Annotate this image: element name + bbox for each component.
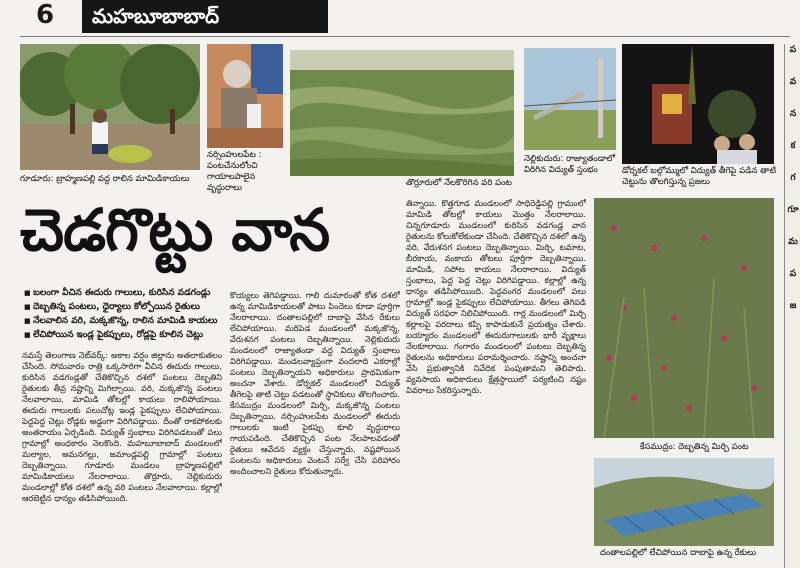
edge-fragment: మ: [788, 237, 798, 247]
edge-fragment: క: [790, 141, 796, 151]
photo-fallen-pole: [524, 48, 616, 150]
article-body-col2: కొయ్యలు తెగిపడ్డాయి. గాలి దుమారంతో కోత దశలో ఉన్న మామిడికాయలతో పాటు పిందెలు కూడా పూర్తిగా నేలరాలాయి. దంతాలపల్లిలో దాబాపై వేసిన రేకులు లేచిపోయాయి. మరిపెడ మండలంలో మక్కజొన్న, వేరుశనగ పంటలు దెబ్బతిన్నాయి. నెల్లికుదురు మండలంలో రాజ్యాతండా వద్ద విద్యుత్ స్తంభాలు విరిగిపడ్డాయి. మండలవ్యాప్తంగా వందలాది ఎకరాల్లో పంటలు దెబ్బతిన్నాయని అధికారులు ప్రాథమికంగా అంచనా వేశారు. డోర్నకల్ మండలంలో విద్యుత్ తీగెలపై తాటి చెట్టు పడటంతో స్థానికులు తొలగించారు. కేసముద్రం మండలంలో మిర్చి, మక్కజొన్న పంటలు దెబ్బతిన్నాయి. నర్సింహులపేట మండలంలో ఈదురు గాలులకు ఇంటి పైకప్పు కూలి వృద్ధురాలు గాయపడింది. చేతికొచ్చిన పంట నేలపాలవడంతో రైతులు ఆవేదన వ్యక్తం చేస్తున్నారు. నష్టపోయిన పంటలను అధికారులు వెంటనే సర్వే చేసి పరిహారం అందించాలని రైతులు కోరుతున్నారు.: [230, 290, 400, 476]
edge-fragment: గ: [790, 173, 796, 183]
caption-chilli-field: కేసముద్రం: దెబ్బతిన్న మిర్చి పంట: [640, 442, 749, 452]
edge-fragment: న: [789, 109, 797, 119]
caption-shed-roof: దంతాలపల్లిలో లేచిపోయిన దాబాపై ఉన్న రేకులు: [600, 548, 756, 558]
article-body-col3: తిన్నాయి. కొత్తగూడ మండలంలో సాధిరెడ్డిపల్లి గ్రామంలో మామిడి తోటల్లో కాయలు మొత్తం నేలరాలాయి. చిన్నగూడూరు మండలంలో కురిసిన వడగండ్ల వాన రైతులను కోలుకోలేకుండా చేసింది. చేతికొచ్చిన దశలో ఉన్న వరి, వేరుశనగ పంటలు దెబ్బతిన్నాయి. మిర్చి, టమాట, బీరకాయ, వంకాయ తోటలు పూర్తిగా దెబ్బతిన్నాయి. మామిడి, సపోట కాయలు నేలరాలాయి. విద్యుత్ స్తంభాలు, పెద్ద పెద్ద చెట్లు విరిగిపడ్డాయి. కల్లాల్లో ఉన్న ధాన్యం తడిసిపోయింది. పెద్దవంగర మండలంలో పలు గ్రామాల్లో ఇండ్ల పైకప్పులు లేచిపోయాయి. తీగలు తెగిపడి విద్యుత్ సరఫరా నిలిచిపోయింది. గార్ల మండలంలో మిర్చి కల్లాలపై పరదాలు కప్పి కాపాడుకునే ప్రయత్నం చేశారు. బయ్యారం మండలంలో ఈదురుగాలులకు భారీ వృక్షాలు నేలకూలాయి. గంగారం మండలంలో పంటలు దెబ్బతిన్న రైతులను అధికారులు పరామర్శించారు. నష్టాన్ని అంచనా వేసి ప్రభుత్వానికి నివేదిక పంపుతామని తెలిపారు. వ్యవసాయ అధికారులు క్షేత్రస్థాయిలో పర్యటించి నష్టం వివరాలు సేకరిస్తున్నారు.: [406, 198, 586, 395]
header-rule: [20, 36, 790, 37]
section-banner: మహబూబాబాద్: [82, 0, 328, 33]
article-headline: చెడగొట్టు వాన: [20, 196, 330, 264]
photo-night-tree: [622, 44, 774, 164]
edge-fragment: ప: [789, 45, 797, 55]
edge-fragment: ప: [789, 269, 797, 279]
masthead: [0, 0, 800, 34]
edge-fragment: జ: [789, 301, 797, 311]
photo-mango-grove: [20, 44, 200, 170]
bullet-item: ■ దెబ్బతిన్న పంటలు, ధైర్యాలు కోల్పోయిన రైతులు: [24, 300, 224, 314]
bullet-item: ■ నేలవాలిన వరి, మక్కజొన్న, రాలిన మామిడి కాయలు: [24, 314, 224, 328]
edge-fragment: వ: [789, 77, 797, 87]
page-number: 6: [36, 0, 55, 30]
bullet-item: ■ బలంగా వీచిన ఈదురు గాలులు, కురిసిన వడగండ్లు: [24, 286, 224, 300]
photo-elderly-woman: [207, 44, 283, 148]
bullet-item: ■ లేచిపోయిన ఇండ్ల పైకప్పులు, రోడ్లపై కూలిన చెట్లు: [24, 328, 224, 342]
caption-mango-grove: గూడూరు: బ్రాహ్మణపల్లి వద్ద రాలిన మామిడికాయలు: [20, 174, 190, 184]
caption-elderly-woman: నర్సింహులపేట : పంటచేనులోంచి గాయాలపాలైన వృద్ధురాలు: [207, 150, 262, 193]
article-body-col1: నమస్తే తెలంగాణ నెట్‌వర్క్: అకాల వర్షం జిల్లాను అతలాకుతలం చేసింది. సోమవారం రాత్రి ఒక్కసారిగా వీచిన ఈదురు గాలులు, కురిసిన వడగండ్లతో చేతికొచ్చిన దశలో పంటలు దెబ్బతిని రైతులకు తీవ్ర నష్టాన్ని మిగిల్చాయి. వరి, మక్కజొన్న పంటలు నేలవాలాయి. మామిడి తోటల్లో కాయలు రాలిపోయాయి. ఈదురు గాలులకు పలుచోట్ల ఇండ్ల పైకప్పులు లేచిపోయాయి. పెద్దపెద్ద చెట్లు రోడ్లకు అడ్డంగా విరిగిపడ్డాయి. దీంతో రాకపోకలకు అంతరాయం ఏర్పడింది. విద్యుత్ స్తంభాలు విరిగిపడటంతో పలు గ్రామాల్లో అంధకారం నెలకొంది. మహబూబాబాద్ మండలంలో మల్యాల, అమనగల్లు, జమాండ్లపల్లి గ్రామాల్లో పంటలు దెబ్బతిన్నాయి. గూడూరు మండలం బ్రాహ్మణపల్లిలో మామిడికాయలు నేలరాలాయి. తొర్రూరు, నెల్లికుదురు మండలాల్లో కోత దశలో ఉన్న వరి పంటలు నేలవాలాయి. కల్లాల్లో ఆరబెట్టిన ధాన్యం తడిసిపోయింది.: [22, 350, 222, 503]
caption-night-tree: డోర్నకల్ బల్గోమ్ములో విద్యుత్ తీగెపై పడిన తాటి చెట్టును తొలగిస్తున్న ప్రజలు: [622, 166, 777, 187]
adjacent-column-fragment: [784, 44, 800, 568]
summary-bullets: [24, 286, 224, 342]
photo-chilli-field: [594, 198, 774, 438]
photo-flattened-paddy: [290, 50, 514, 176]
caption-fallen-pole: నెల్లికుదురు: రాజ్యాతండాలో విరిగిన విద్యుత్ స్తంభం: [524, 154, 616, 175]
caption-flattened-paddy: తొర్రూరులో నేలకొరిగిన వరి పంట: [405, 178, 512, 188]
edge-fragment: గూ: [787, 205, 799, 215]
photo-shed-roof: [594, 458, 774, 546]
